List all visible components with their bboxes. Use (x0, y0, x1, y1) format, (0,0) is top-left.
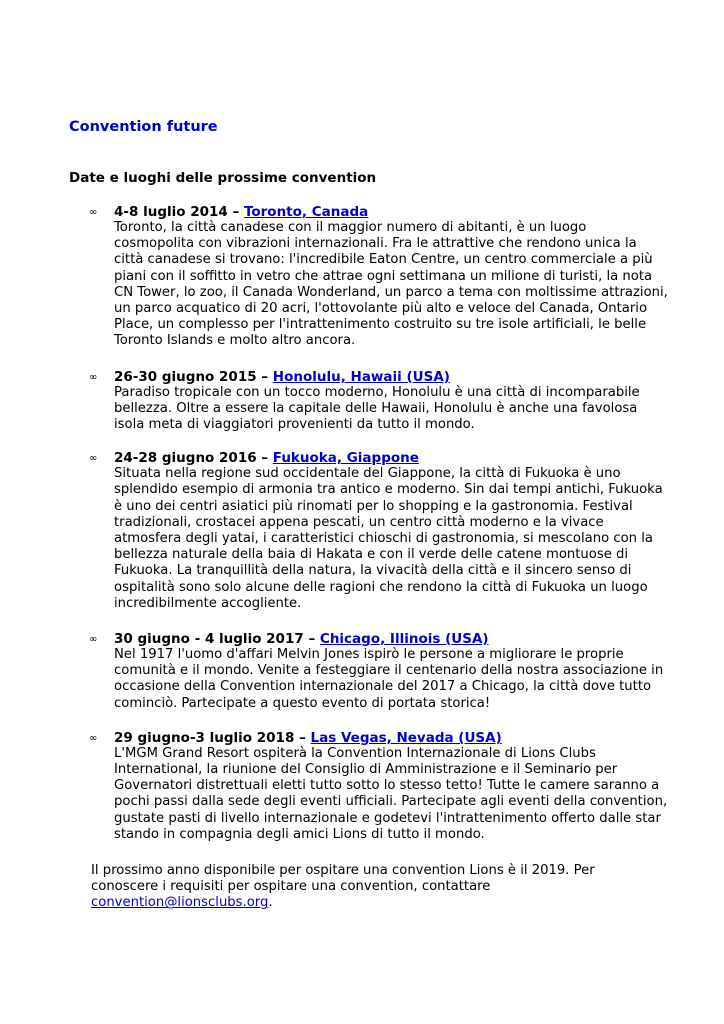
event-description: Toronto, la città canadese con il maggior numero di abitanti, è un luogo cosmopolita con vibrazioni internazionali. Fra le attrattive che rendono unica la città canadese si trovano: l'incredibile Eaton Centre, un centro commerciale a più piani con il soffitto in vetro che attrae ogni settimana un milione di turisti, la nota CN Tower, lo zoo, il Canada Wonderland, un parco a tema con moltissime attrazioni, un parco acquatico di 20 acri, l'ottovolante più alto e veloce del Canada, Ontario Place, un complesso per l'intrattenimento costruito su tre isole artificiali, le belle Toronto Islands e molto altro ancora. (114, 220, 668, 349)
list-item (89, 204, 669, 350)
footer-paragraph (91, 863, 651, 912)
event-description: L'MGM Grand Resort ospiterà la Convention Internazionale di Lions Clubs International, la riunione del Consiglio di Amministrazione e il Seminario per Governatori distrettuali eletti tutto sotto lo stesso tetto! Tutte le camere saranno a pochi passi dalla sede degli eventi ufficiali. Partecipate agli eventi della convention, gustate pasti di livello internazionale e godetevi l'intrattenimento offerto dalle star stando in compagnia degli amici Lions di tutto il mondo. (114, 745, 668, 842)
event-description: Situata nella regione sud occidentale del Giappone, la città di Fukuoka è uno splendido esempio di armonia tra antico e moderno. Sin dai tempi antichi, Fukuoka è uno dei centri asiatici più rinomati per lo shopping e la gastronomia. Festival tradizionali, crostacei appena pescati, un centro città moderno e la vivace atmosfera degli yatai, i caratteristici chioschi di gastronomia, si mescolano con la bellezza naturale della baia di Hakata e con il verde delle catene montuose di Fukuoka. La tranquillità della natura, la vivacità della città e il sincero senso di ospitalità sono solo alcune delle ragioni che rendono la città di Fukuoka un luogo incredibilmente accogliente. (114, 466, 663, 611)
infinity-bullet-icon: ∞ (89, 453, 98, 465)
section-title: Convention future (69, 119, 218, 135)
event-description: Nel 1917 l'uomo d'affari Melvin Jones ispirò le persone a migliorare le proprie comunità e il mondo. Venite a festeggiare il centenario della nostra associazione in occasione della Convention internazionale del 2017 a Chicago, la città dove tutto cominciò. Partecipate a questo evento di portata storica! (114, 647, 664, 711)
event-heading (114, 369, 669, 385)
convention-list (89, 204, 669, 862)
event-heading (114, 631, 669, 647)
subtitle: Date e luoghi delle prossime convention (69, 170, 377, 186)
event-location-link[interactable]: Toronto, Canada (243, 204, 369, 220)
infinity-bullet-icon: ∞ (89, 371, 98, 383)
list-item (89, 631, 669, 712)
event-date: 24-28 giugno 2016 – (114, 450, 269, 467)
event-location-link[interactable]: Las Vegas, Nevada (USA) (310, 729, 502, 746)
event-date: 29 giugno-3 luglio 2018 – (114, 729, 306, 746)
event-date: 30 giugno - 4 luglio 2017 – (114, 631, 316, 648)
event-location-link[interactable]: Honolulu, Hawaii (USA) (272, 368, 450, 385)
list-item (89, 369, 669, 434)
event-location-link[interactable]: Chicago, Illinois (USA) (319, 631, 489, 648)
infinity-bullet-icon: ∞ (89, 207, 98, 218)
footer-text: Il prossimo anno disponibile per ospitare una convention Lions è il 2019. Per conoscere i requisiti per ospitare una convention, contattare (91, 863, 595, 895)
event-date: 4-8 luglio 2014 – (114, 204, 240, 220)
event-date: 26-30 giugno 2015 – (114, 368, 269, 385)
list-item (89, 450, 669, 612)
event-heading (114, 730, 669, 746)
infinity-bullet-icon: ∞ (89, 634, 98, 646)
footer-end: . (268, 895, 273, 911)
event-description: Paradiso tropicale con un tocco moderno, Honolulu è una città di incomparabile bellezza. Oltre a essere la capitale delle Hawaii, Honolulu è anche una favolosa isola meta di viaggiatori provenienti da tutto il mondo. (114, 384, 640, 433)
event-heading (114, 450, 669, 466)
email-link[interactable]: convention@lionsclubs.org (91, 895, 269, 911)
infinity-bullet-icon: ∞ (89, 732, 98, 744)
event-location-link[interactable]: Fukuoka, Giappone (272, 450, 419, 467)
event-heading (114, 204, 669, 220)
list-item (89, 730, 669, 843)
